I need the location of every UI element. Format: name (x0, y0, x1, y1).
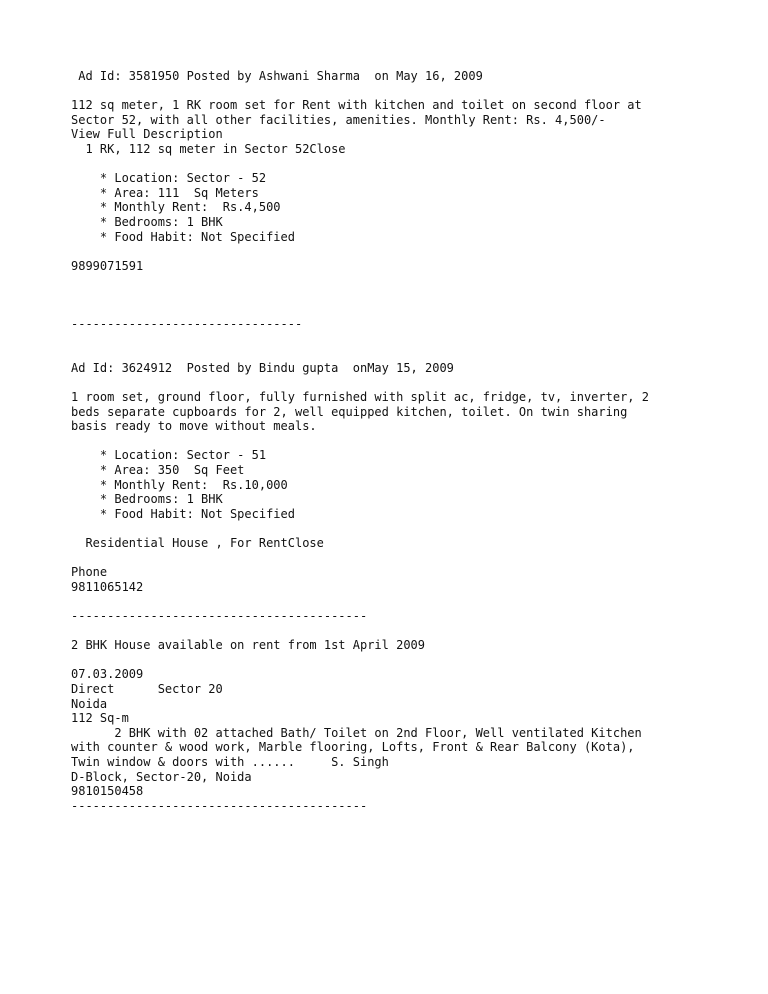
text-line: * Food Habit: Not Specified (71, 229, 295, 244)
text-line: ----------------------------------------- (71, 608, 368, 623)
text-line (71, 84, 751, 99)
text-line (71, 594, 751, 609)
text-line (71, 521, 751, 536)
text-line: 1 RK, 112 sq meter in Sector 52Close (71, 141, 346, 156)
text-line: * Area: 350 Sq Feet (71, 463, 245, 478)
text-line (71, 244, 751, 259)
text-line: * Bedrooms: 1 BHK (71, 492, 223, 507)
text-line: Sector 52, with all other facilities, amenities. Monthly Rent: Rs. 4,500/- (71, 112, 606, 127)
text-line (71, 653, 751, 668)
text-line (71, 157, 751, 172)
text-line: 9811065142 (71, 579, 144, 594)
text-line: ----------------------------------------- (71, 798, 368, 813)
text-line: -------------------------------- (71, 317, 303, 332)
text-line: 9810150458 (71, 784, 144, 799)
text-line: * Bedrooms: 1 BHK (71, 214, 223, 229)
text-line (71, 624, 751, 639)
text-line: 112 sq meter, 1 RK room set for Rent with kitchen and toilet on second floor at (71, 98, 642, 113)
text-line: 2 BHK with 02 attached Bath/ Toilet on 2nd Floor, Well ventilated Kitchen (71, 725, 642, 740)
text-line: * Location: Sector - 51 (71, 448, 267, 463)
text-line (71, 346, 751, 361)
text-line: Noida (71, 696, 108, 711)
text-line: * Location: Sector - 52 (71, 171, 267, 186)
text-line (71, 434, 751, 449)
text-line: View Full Description (71, 127, 223, 142)
text-line: Twin window & doors with ...... S. Singh (71, 754, 389, 769)
text-line: basis ready to move without meals. (71, 419, 317, 434)
text-line: Ad Id: 3581950 Posted by Ashwani Sharma on May 16, 2009 (71, 69, 483, 83)
text-line: * Food Habit: Not Specified (71, 506, 295, 521)
text-line (71, 551, 751, 566)
text-line: 07.03.2009 (71, 667, 144, 682)
text-line: with counter & wood work, Marble flooring, Lofts, Front & Rear Balcony (Kota), (71, 740, 635, 755)
text-line (71, 288, 751, 303)
text-line: Ad Id: 3624912 Posted by Bindu gupta onMay 15, 2009 (71, 360, 454, 375)
text-line: Direct Sector 20 (71, 681, 223, 696)
text-line: Phone (71, 565, 108, 580)
text-line (71, 332, 751, 347)
text-line: 2 BHK House available on rent from 1st April 2009 (71, 638, 426, 653)
text-line: * Area: 111 Sq Meters (71, 185, 259, 200)
text-line: * Monthly Rent: Rs.4,500 (71, 200, 281, 215)
text-line (71, 303, 751, 318)
text-line: 9899071591 (71, 258, 144, 273)
text-line: 112 Sq-m (71, 711, 129, 726)
text-line (71, 375, 751, 390)
document-body (71, 69, 751, 813)
text-line: Residential House , For RentClose (71, 536, 324, 550)
text-line: D-Block, Sector-20, Noida (71, 769, 252, 784)
text-line (71, 273, 751, 288)
text-line: * Monthly Rent: Rs.10,000 (71, 477, 288, 492)
text-line: beds separate cupboards for 2, well equipped kitchen, toilet. On twin sharing (71, 404, 628, 419)
text-line: 1 room set, ground floor, fully furnished with split ac, fridge, tv, inverter, 2 (71, 390, 649, 405)
